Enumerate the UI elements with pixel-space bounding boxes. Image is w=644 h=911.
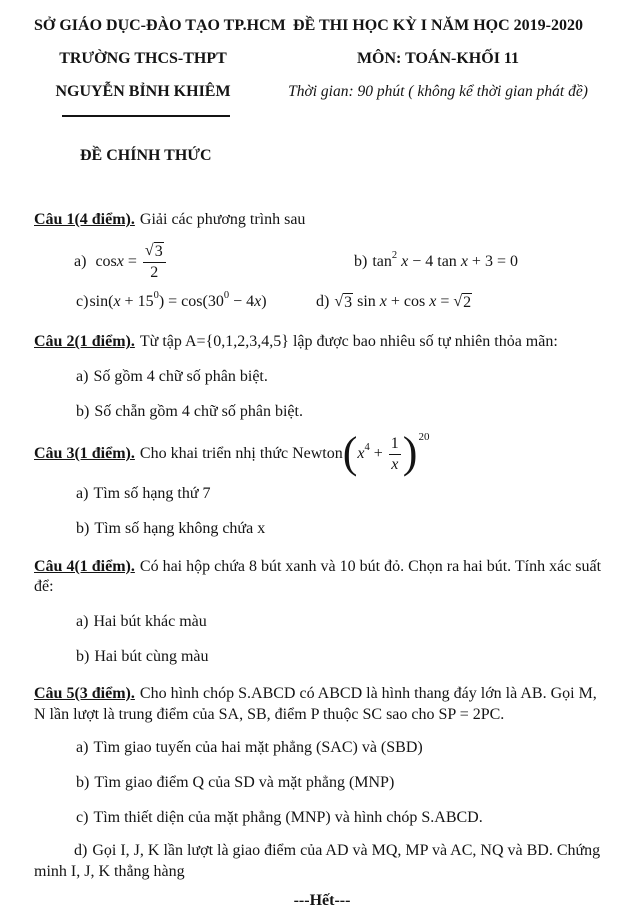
question-5d-text: Gọi I, J, K lần lượt là giao điểm của AD và MQ, MP và AC, NQ và BD. Chứng minh I, J, K thẳng hàng (34, 841, 601, 881)
question-2-label: Câu 2(1 điểm). (34, 333, 135, 351)
question-4a (76, 612, 610, 632)
question-1c-label: c) (76, 293, 89, 311)
question-4a-text: Hai bút khác màu (93, 612, 207, 630)
question-4-heading (34, 557, 610, 597)
question-5d (34, 840, 610, 883)
question-5b-text: Tìm giao điểm Q của SD và mặt phẳng (MNP) (94, 773, 395, 791)
question-3-label: Câu 3(1 điểm). (34, 445, 135, 463)
header-divider (62, 115, 230, 117)
question-2a-text: Số gồm 4 chữ số phân biệt. (93, 368, 268, 386)
question-2a (76, 367, 610, 387)
question-4a-label: a) (76, 612, 89, 630)
question-1b-label: b) (354, 253, 368, 271)
formula-q1a: cos x = √ 3 2 (95, 242, 167, 282)
question-3a-text: Tìm số hạng thứ 7 (93, 484, 211, 502)
question-1-row-ab (34, 242, 610, 282)
question-2b (76, 402, 610, 422)
question-2a-label: a) (76, 368, 89, 386)
question-5-label: Câu 5(3 điểm). (34, 684, 135, 702)
formula-q1b: tan 2 x − 4 tan x + 3 = 0 (372, 250, 518, 271)
question-1b (354, 252, 518, 272)
school-name: NGUYỄN BỈNH KHIÊM (55, 83, 231, 100)
question-2b-label: b) (76, 403, 90, 421)
question-3-heading (34, 428, 610, 478)
question-5c (76, 808, 610, 828)
question-4b-text: Hai bút cùng màu (94, 647, 209, 665)
question-4-label: Câu 4(1 điểm). (34, 557, 135, 575)
question-5d-label: d) (74, 841, 88, 859)
question-1d (316, 292, 472, 312)
formula-q1c: sin( x + 15 0 ) = cos(30 0 − 4 x ) (89, 290, 267, 311)
question-3b-label: b) (76, 519, 90, 537)
question-4b (76, 647, 610, 667)
question-3b-text: Tìm số hạng không chứa x (94, 519, 266, 537)
question-3-intro: Cho khai triển nhị thức Newton (139, 445, 343, 463)
question-5-intro: Cho hình chóp S.ABCD có ABCD là hình thang đáy lớn là AB. Gọi M, N lần lượt là trung điểm của SA, SB, điểm P thuộc SC sao cho SP = 2PC. (34, 684, 597, 724)
question-1c (76, 292, 316, 312)
end-of-exam-marker: ---Hết--- (293, 891, 351, 909)
question-1a (74, 242, 354, 282)
question-5c-label: c) (76, 808, 89, 826)
school-type: TRƯỜNG THCS-THPT (59, 50, 227, 67)
official-exam-label: ĐỀ CHÍNH THỨC (80, 147, 212, 164)
question-3a-label: a) (76, 484, 89, 502)
question-5c-text: Tìm thiết diện của mặt phẳng (MNP) và hình chóp S.ABCD. (93, 808, 483, 826)
formula-q3-newton-binomial: ( x 4 + $\frac{1}{x}$ ) 20 (342, 428, 430, 478)
exam-title: ĐỀ THI HỌC KỲ I NĂM HỌC 2019-2020 (293, 17, 583, 34)
question-1-label: Câu 1(4 điểm). (34, 211, 135, 228)
header-school-block (34, 16, 286, 117)
department-name: SỞ GIÁO DỤC-ĐÀO TẠO TP.HCM (34, 17, 286, 34)
question-2-intro: Từ tập A={0,1,2,3,4,5} lập được bao nhiêu số tự nhiên thỏa mãn: (139, 333, 558, 351)
question-1-row-cd (34, 292, 610, 312)
formula-q1d: √ 3 sin x + cos x = √ 2 (334, 292, 472, 311)
header-exam-block (252, 16, 610, 117)
question-5b (76, 773, 610, 793)
question-1-intro: Giải các phương trình sau (139, 211, 306, 228)
question-4b-label: b) (76, 647, 90, 665)
question-1-heading (34, 210, 610, 230)
question-5a-label: a) (76, 738, 89, 756)
question-5b-label: b) (76, 773, 90, 791)
question-4-intro: Có hai hộp chứa 8 bút xanh và 10 bút đỏ. Chọn ra hai bút. Tính xác suất để: (34, 557, 602, 595)
question-1a-label: a) (74, 253, 87, 271)
question-1d-label: d) (316, 293, 330, 311)
question-3b (76, 519, 610, 539)
question-5a (76, 738, 610, 758)
question-3a (76, 484, 610, 504)
question-5-heading (34, 683, 610, 726)
question-5a-text: Tìm giao tuyến của hai mặt phẳng (SAC) và (SBD) (93, 738, 423, 756)
exam-duration: Thời gian: 90 phút ( không kể thời gian phát đề) (288, 83, 588, 100)
question-2-heading (34, 332, 610, 352)
exam-subject: MÔN: TOÁN-KHỐI 11 (356, 50, 520, 67)
question-2b-text: Số chẵn gồm 4 chữ số phân biệt. (94, 403, 303, 421)
header (34, 16, 610, 117)
